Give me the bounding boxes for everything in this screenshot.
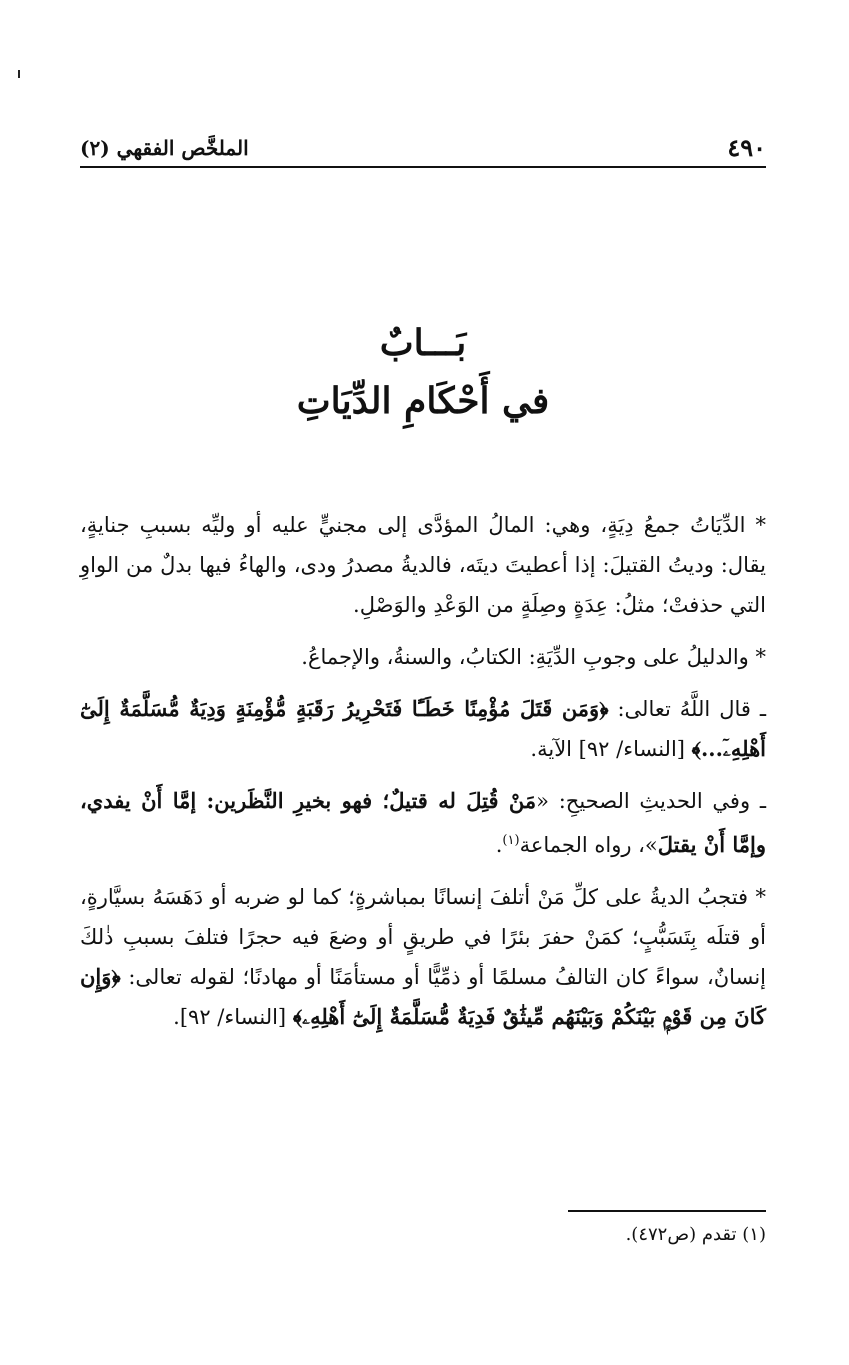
liability-text: * فتجبُ الديةُ على كلِّ مَنْ أتلفَ إنسانًا بمباشرةٍ؛ كما لو ضربه أو دَهَسَهُ بسيَّارةٍ، أو قتلَه بِتَسَبُّبٍ؛ كمَنْ حفرَ بئرًا في طريقٍ أو وضعَ فيه حجرًا فتلفَ بسببِ ذٰلكَ إنسانٌ، سواءً كان التالفُ مسلمًا أو ذمِّيًّا أو مستأمَنًا أو مهادنًا؛ لقوله تعالى: (80, 885, 766, 989)
paragraph-evidence: * والدليلُ على وجوبِ الدِّيَةِ: الكتابُ، والسنةُ، والإجماعُ. (301, 645, 766, 669)
footnote-divider (568, 1210, 766, 1212)
quran-verse: ﴿وَمَن قَتَلَ مُؤْمِنًا خَطَـًٔا فَتَحْرِيرُ رَقَبَةٍ مُّؤْمِنَةٍ وَدِيَةٌ مُّسَلَّمَةٌ إِلَىٰٓ أَهْلِهِۦٓ...﴾ (80, 696, 766, 761)
paragraph-liability (80, 877, 766, 1037)
hadith-text: مَنْ قُتِلَ له قتيلٌ؛ فهو بخيرِ النَّظَرين: إمَّا أَنْ يفدي، وإمَّا أَنْ يقتلَ (80, 788, 766, 857)
hadith-end: . (495, 833, 503, 857)
body-text (80, 505, 766, 1049)
footnote: (١) تقدم (ص٤٧٢). (625, 1224, 766, 1245)
running-header (80, 128, 766, 168)
paragraph-definition: * الدِّيَاتُ جمعُ دِيَةٍ، وهي: المالُ المؤدَّى إلى مجنيٍّ عليه أو وليِّه بسببِ جنايةٍ، يقال: وديتُ القتيلَ: إذا أعطيتَ ديتَه، فالديةُ مصدرُ ودى، والهاءُ فيها بدلٌ من الواوِ التي حذفتْ؛ مثلُ: عِدَةٍ وصِلَةٍ من الوَعْدِ والوَصْلِ. (80, 513, 766, 617)
quran-citation-1 (80, 689, 766, 769)
hadith-narration: »، رواه الجماعة (519, 833, 658, 857)
citation-intro: ـ قال اللَّهُ تعالى: (608, 697, 767, 721)
verse-reference: [النساء/ ٩٢] الآية. (530, 737, 692, 761)
hadith-intro: ـ وفي الحديثِ الصحيحِ: « (536, 789, 766, 813)
hadith-citation (80, 781, 766, 865)
page-number: ٤٩٠ (727, 133, 766, 162)
verse-reference-2: [النساء/ ٩٢]. (173, 1005, 293, 1029)
book-title: الملخَّص الفقهي (٢) (80, 136, 249, 160)
chapter-label: بَـــابٌ (379, 322, 467, 364)
quran-verse-2: ﴿وَإِن كَانَ مِن قَوْمٍۭ بَيْنَكُمْ وَبَيْنَهُم مِّيثَٰقٌ فَدِيَةٌ مُّسَلَّمَةٌ إِلَىٰٓ أَهْلِهِۦ﴾ (80, 964, 766, 1029)
chapter-title: في أَحْكَامِ الدِّيَاتِ (296, 380, 550, 422)
footnote-marker[interactable]: (١) (502, 833, 520, 848)
margin-mark (18, 70, 20, 78)
